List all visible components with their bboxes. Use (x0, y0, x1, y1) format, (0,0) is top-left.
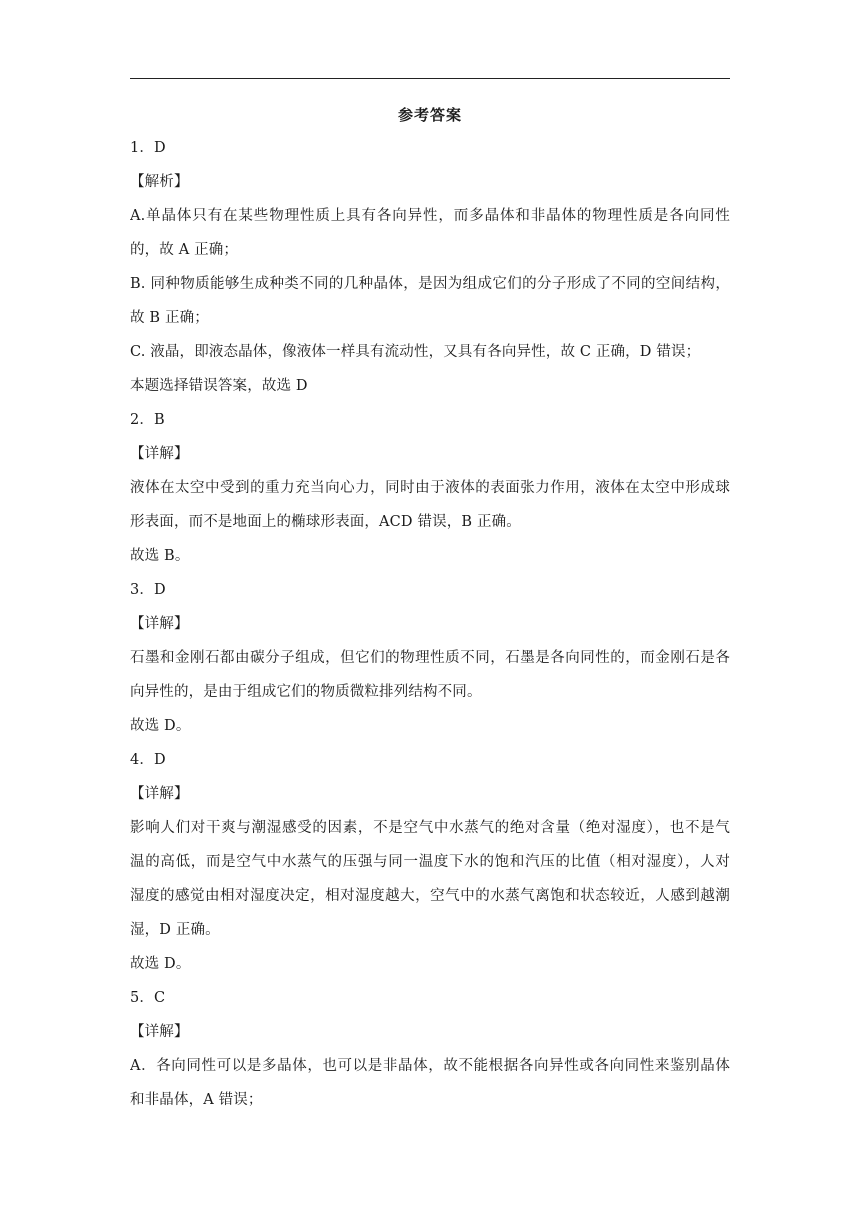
text-line: A.单晶体只有在某些物理性质上具有各向异性，而多晶体和非晶体的物理性质是各向同性 (130, 208, 730, 224)
text-line: 故选 D。 (130, 956, 191, 972)
text-line: 【详解】 (130, 616, 189, 632)
text-line: 故 B 正确； (130, 310, 209, 326)
text-line: 1．D (130, 140, 166, 156)
text-line: 的，故 A 正确； (130, 242, 239, 258)
text-line: 故选 D。 (130, 718, 191, 734)
text-line: 和非晶体，A 错误； (130, 1092, 263, 1108)
text-line: 湿度的感觉由相对湿度决定，相对湿度越大，空气中的水蒸气离饱和状态较近，人感到越潮 (130, 888, 730, 904)
text-line: 【详解】 (130, 1024, 189, 1040)
text-line: 【详解】 (130, 786, 189, 802)
header-rule (130, 78, 730, 79)
text-line: 4．D (130, 752, 166, 768)
text-line: A．各向同性可以是多晶体，也可以是非晶体，故不能根据各向异性或各向同性来鉴别晶体 (130, 1058, 730, 1074)
text-line: C. 液晶，即液态晶体，像液体一样具有流动性，又具有各向异性，故 C 正确，D 错误； (130, 344, 701, 360)
answer-content (130, 131, 730, 1117)
text-line: 温的高低，而是空气中水蒸气的压强与同一温度下水的饱和汽压的比值（相对湿度），人对 (130, 854, 730, 870)
text-line: 形表面，而不是地面上的椭球形表面，ACD 错误，B 正确。 (130, 514, 521, 530)
text-line: 液体在太空中受到的重力充当向心力，同时由于液体的表面张力作用，液体在太空中形成球 (130, 480, 730, 496)
text-line: 5．C (130, 990, 166, 1006)
text-line: 影响人们对干爽与潮湿感受的因素，不是空气中水蒸气的绝对含量（绝对湿度），也不是气 (130, 820, 730, 836)
text-line: 石墨和金刚石都由碳分子组成，但它们的物理性质不同，石墨是各向同性的，而金刚石是各 (130, 650, 730, 666)
text-line: 本题选择错误答案，故选 D (130, 378, 308, 394)
text-line: 【详解】 (130, 446, 189, 462)
text-line: B. 同种物质能够生成种类不同的几种晶体，是因为组成它们的分子形成了不同的空间结构， (130, 276, 730, 292)
text-line: 故选 B。 (130, 548, 190, 564)
text-line: 2．B (130, 412, 165, 428)
text-line: 【解析】 (130, 174, 189, 190)
page-title: 参考答案 (397, 106, 462, 124)
text-line: 向异性的，是由于组成它们的物质微粒排列结构不同。 (130, 684, 482, 700)
text-line: 湿，D 正确。 (130, 922, 220, 938)
text-line: 3．D (130, 582, 166, 598)
